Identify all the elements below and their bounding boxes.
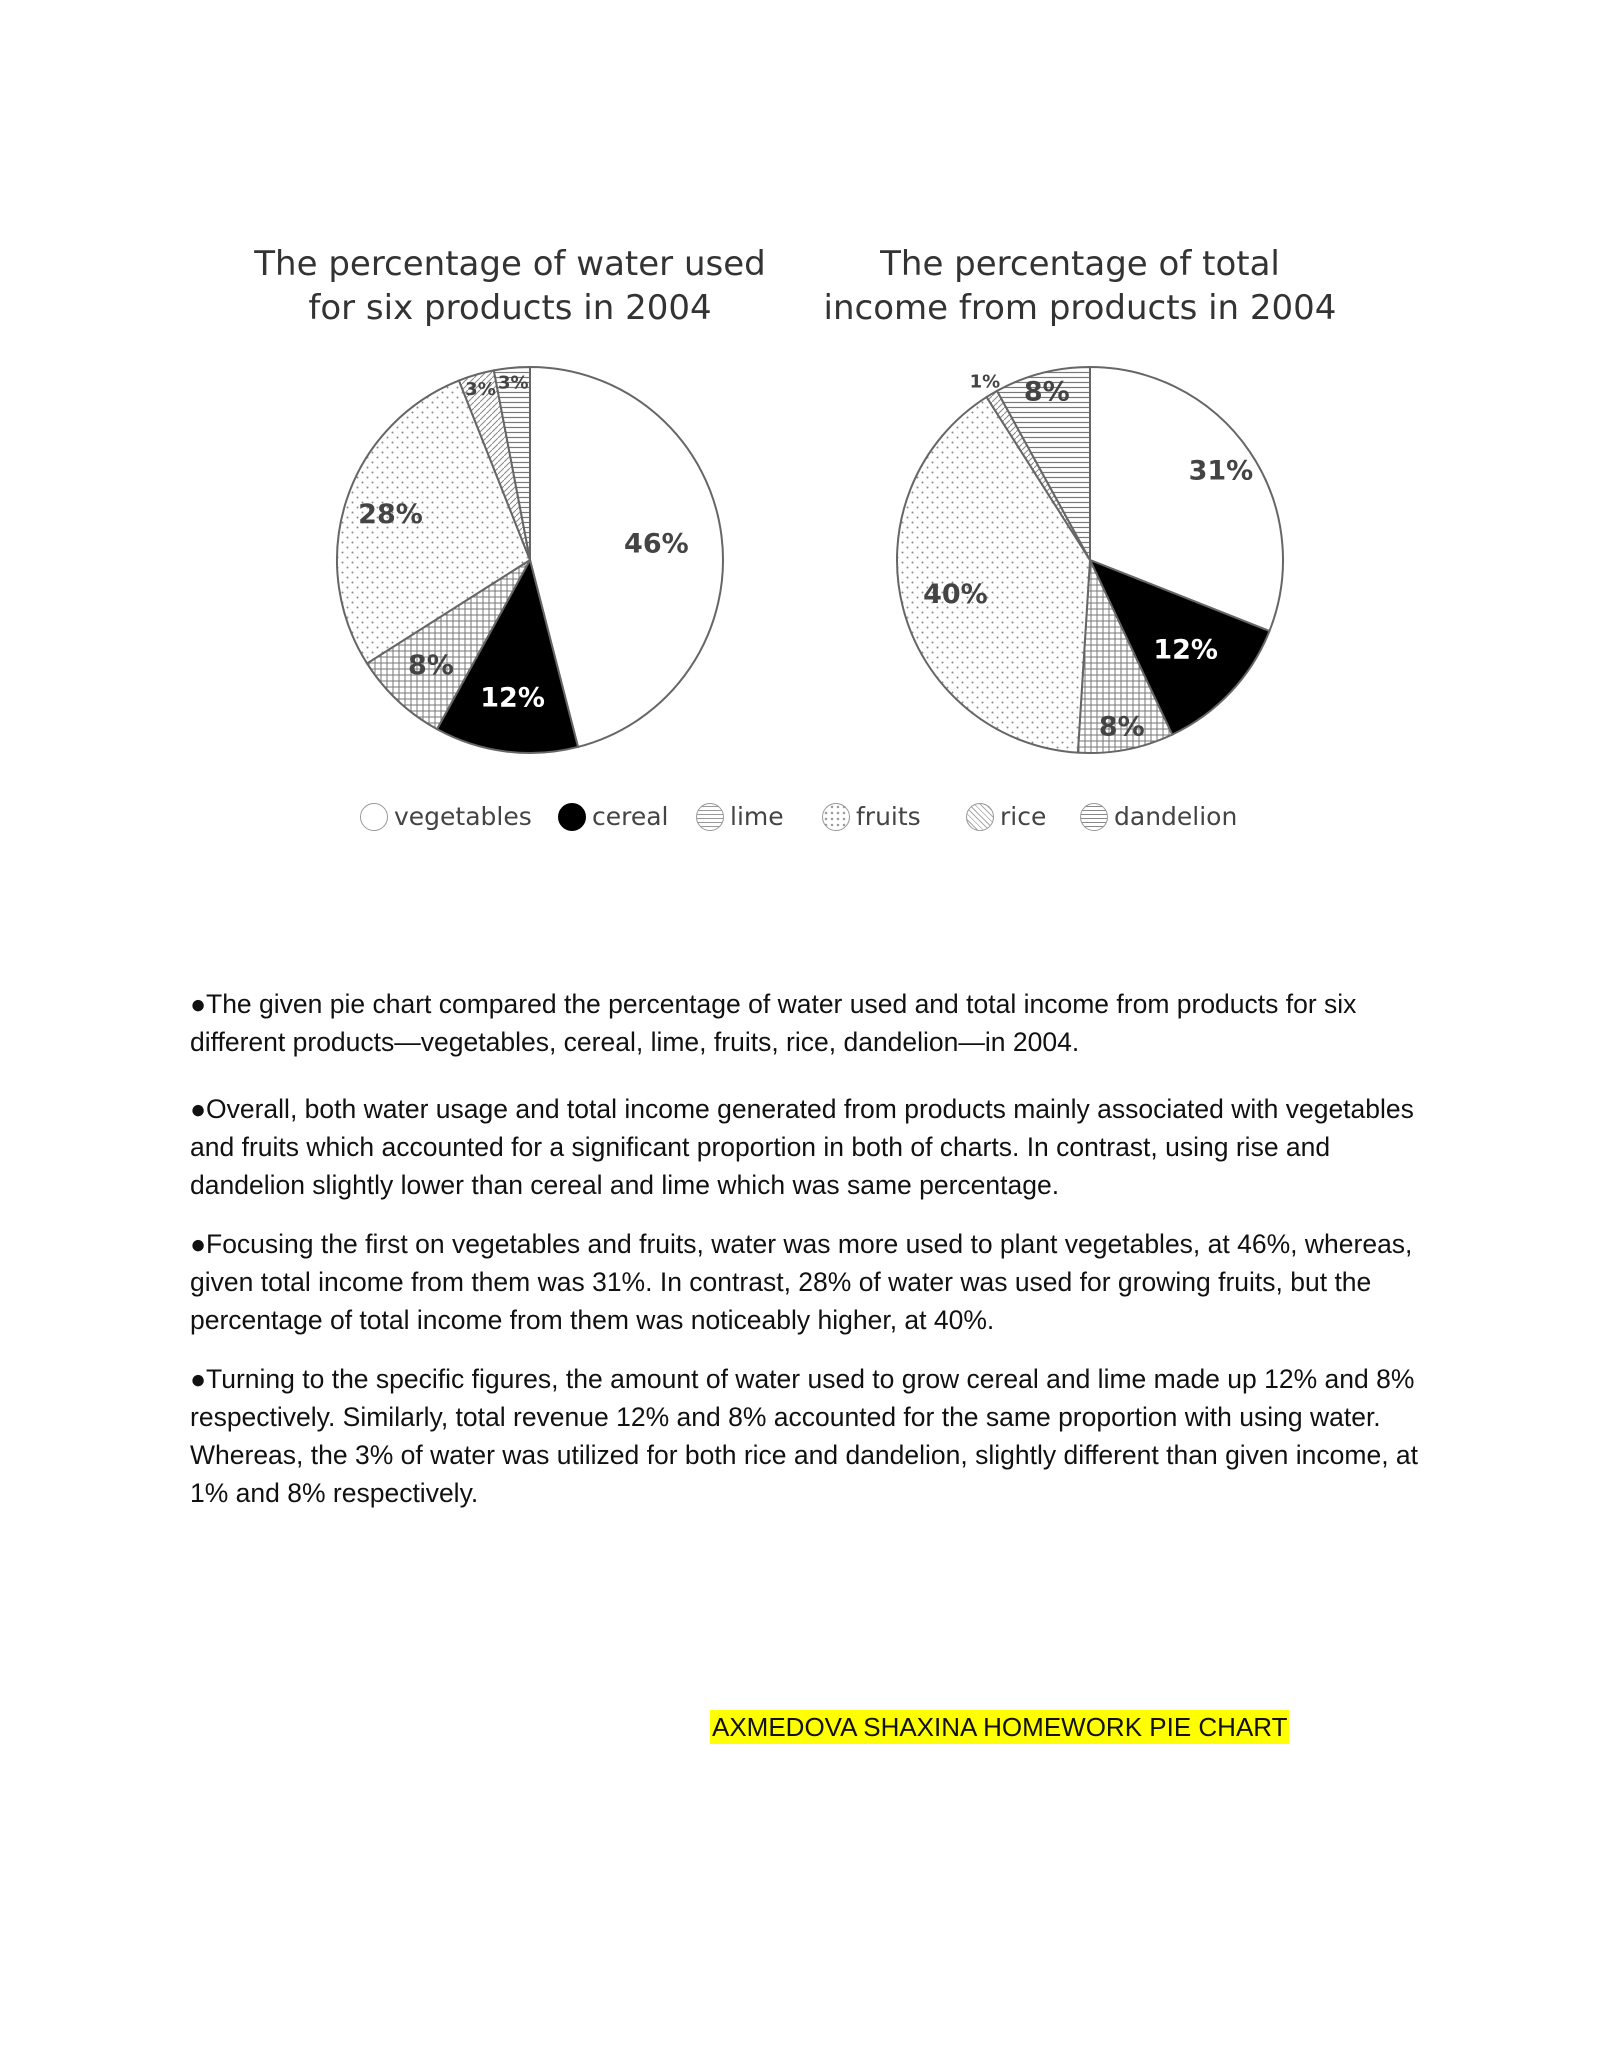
chart-title-water: The percentage of water used for six products in 2004	[254, 244, 766, 328]
pie-chart-water	[330, 360, 730, 760]
chart-legend	[360, 802, 1260, 842]
legend-item-lime	[696, 802, 784, 831]
paragraph-overview: ●Overall, both water usage and total income generated from products mainly associated with vegetables and fruits which accounted for a significant proportion in both of charts. In contrast, using rise and dandelion slightly lower than cereal and lime which was same percentage.	[190, 1094, 1414, 1200]
legend-label: vegetables	[394, 802, 532, 831]
legend-label: lime	[730, 802, 784, 831]
pie-label-fruits: 28%	[358, 499, 423, 531]
pie-label-lime: 8%	[407, 650, 454, 682]
chart-title-income: The percentage of total income from products in 2004	[823, 244, 1337, 328]
legend-swatch-rice	[966, 803, 994, 831]
pie-label-rice: 1%	[969, 371, 1001, 393]
legend-item-fruits	[822, 802, 921, 831]
legend-label: rice	[1000, 802, 1047, 831]
legend-swatch-fruits	[822, 803, 850, 831]
legend-swatch-dandelion	[1080, 803, 1108, 831]
legend-label: dandelion	[1114, 802, 1238, 831]
legend-label: fruits	[856, 802, 921, 831]
pie-label-vegetables: 46%	[624, 528, 689, 560]
legend-label: cereal	[592, 802, 669, 831]
legend-item-vegetables	[360, 802, 532, 831]
pie-label-cereal: 12%	[1153, 634, 1218, 666]
pie-label-dandelion: 8%	[1023, 376, 1070, 408]
pie-chart-income	[890, 360, 1290, 760]
pie-label-lime: 8%	[1098, 711, 1145, 743]
pie-label-fruits: 40%	[923, 579, 988, 611]
paragraph-vegetables-fruits: ●Focusing the first on vegetables and fruits, water was more used to plant vegetables, at 46%, whereas, given total income from them was 31%. In contrast, 28% of water was used for growing fruits, but the percentage of total income from them was noticeably higher, at 40%.	[190, 1229, 1413, 1335]
legend-swatch-cereal	[558, 803, 586, 831]
legend-item-rice	[966, 802, 1046, 831]
homework-label: AXMEDOVA SHAXINA HOMEWORK PIE CHART	[712, 1712, 1288, 1742]
paragraph-intro: ●The given pie chart compared the percentage of water used and total income from products for six different products—vegetables, cereal, lime, fruits, rice, dandelion—in 2004.	[190, 989, 1357, 1057]
legend-item-dandelion	[1080, 802, 1237, 831]
legend-item-cereal	[558, 802, 669, 831]
legend-swatch-vegetables	[360, 803, 388, 831]
pie-label-dandelion: 3%	[498, 372, 529, 394]
pie-label-cereal: 12%	[480, 682, 545, 714]
paragraph-details: ●Turning to the specific figures, the amount of water used to grow cereal and lime made up 12% and 8% respectively. Similarly, total revenue 12% and 8% accounted for the same proportion with using water. Whereas, the 3% of water was utilized for both rice and dandelion, slightly different than given income, at 1% and 8% respectively.	[190, 1364, 1419, 1508]
legend-swatch-lime	[696, 803, 724, 831]
pie-label-vegetables: 31%	[1188, 455, 1254, 487]
pie-label-rice: 3%	[465, 378, 496, 400]
